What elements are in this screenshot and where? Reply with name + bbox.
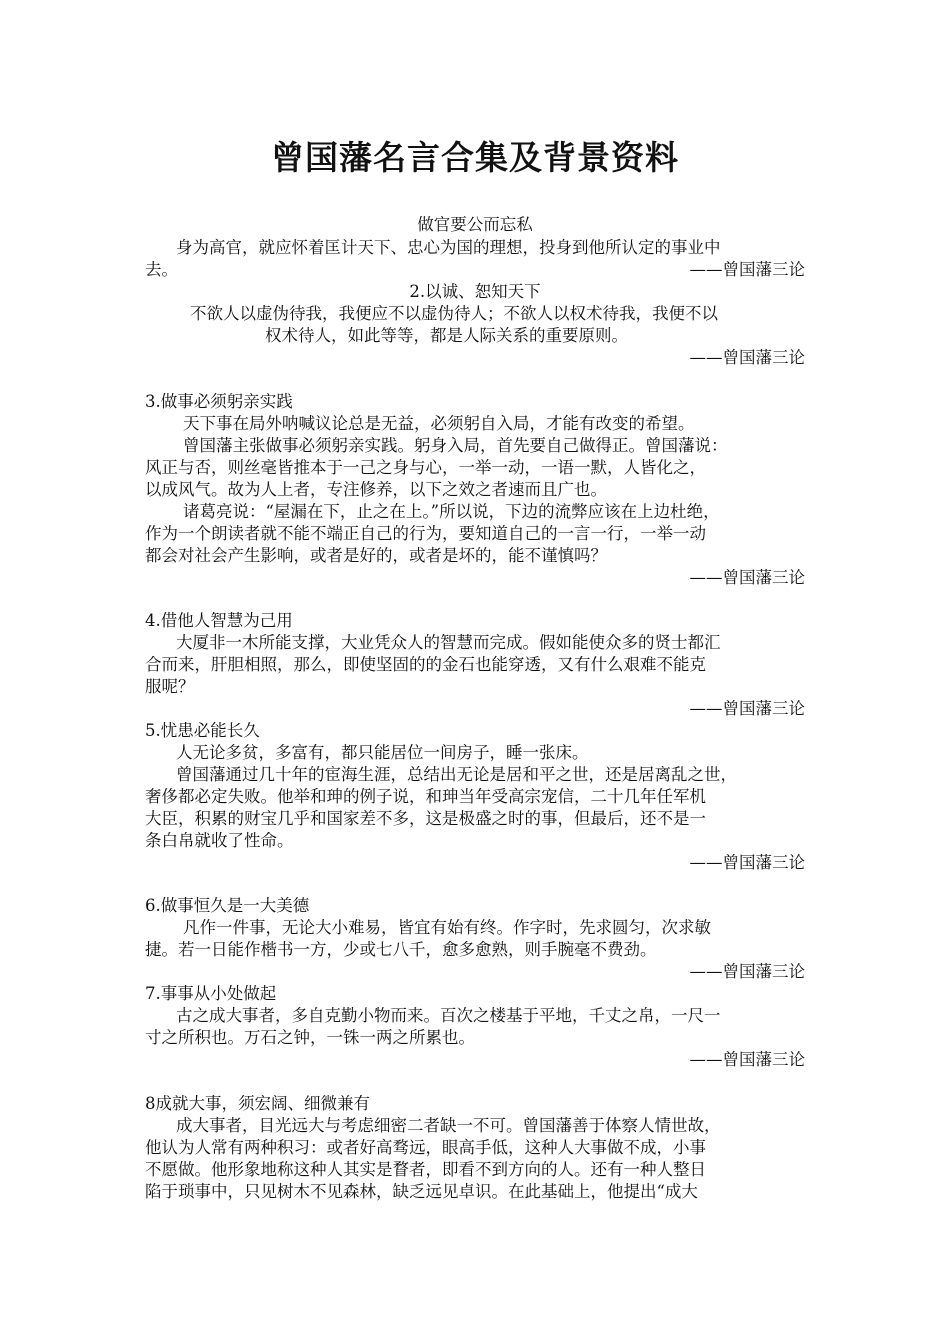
body-line: 奢侈都必定失败。他举和珅的例子说，和珅当年受高宗宠信，二十几年任军机 <box>145 787 706 806</box>
body-line: 诸葛亮说：“屋漏在下，止之在上。”所以说，下边的流弊应该在上边杜绝， <box>183 502 720 521</box>
body-line: 曾国藩通过几十年的宦海生涯，总结出无论是居和平之世，还是居离乱之世， <box>176 765 737 784</box>
body-line: 捷。若一日能作楷书一方，少或七八千，愈多愈熟，则手腕毫不费劲。 <box>145 940 657 959</box>
body-line: 大厦非一木所能支撑，大业凭众人的智慧而完成。假如能使众多的贤士都汇 <box>176 633 721 652</box>
body-line: 身为高官，就应怀着匡计天下、忠心为国的理想，投身到他所认定的事业中 <box>176 238 721 257</box>
section-heading: 6.做事恒久是一大美德 <box>145 896 310 915</box>
body-line: 去。 <box>145 260 178 279</box>
body-line: 不欲人以虚伪待我，我便应不以虚伪待人；不欲人以权术待我，我便不以 <box>190 304 718 323</box>
section-heading: 7.事事从小处做起 <box>145 984 277 1003</box>
document-title: 曾国藩名言合集及背景资料 <box>271 138 679 177</box>
body-line: 古之成大事者，多自克勤小物而来。百次之楼基于平地，千丈之帛，一尺一 <box>176 1006 721 1025</box>
body-line: 服呢？ <box>145 677 195 696</box>
body-line: 凡作一件事，无论大小难易，皆宜有始有终。作字时，先求圆匀，次求敏 <box>183 918 711 937</box>
body-line: 条白帛就收了性命。 <box>145 831 294 850</box>
attribution: ——曾国藩三论 <box>689 348 805 367</box>
body-line: 合而来，肝胆相照，那么，即使坚固的的金石也能穿透，又有什么艰难不能克 <box>145 655 706 674</box>
section-heading: 5.忧患必能长久 <box>145 721 260 740</box>
section-heading: 3.做事必须躬亲实践 <box>145 392 293 411</box>
body-line: 作为一个朗读者就不能不端正自己的行为，要知道自己的一言一行，一举一动 <box>145 524 706 543</box>
attribution: ——曾国藩三论 <box>689 962 805 981</box>
body-line: 权术待人，如此等等，都是人际关系的重要原则。 <box>265 326 628 345</box>
section-heading: 8成就大事，须宏阔、细微兼有 <box>145 1094 370 1113</box>
attribution: ——曾国藩三论 <box>689 1050 805 1069</box>
body-line: 寸之所积也。万石之钟，一铢一两之所累也。 <box>145 1028 475 1047</box>
body-line: 不愿做。他形象地称这种人其实是瞀者，即看不到方向的人。还有一种人整日 <box>145 1160 706 1179</box>
body-line: 陷于琐事中，只见树木不见森林，缺乏远见卓识。在此基础上，他提出“成大 <box>145 1182 698 1201</box>
section-heading: 2.以诚、恕知天下 <box>409 282 541 301</box>
body-line: 以成风气。故为人上者，专注修养，以下之效之者速而且广也。 <box>145 480 607 499</box>
body-line: 风正与否，则丝毫皆推本于一己之身与心，一举一动，一语一默，人皆化之， <box>145 458 706 477</box>
attribution: ——曾国藩三论 <box>689 260 805 279</box>
attribution: ——曾国藩三论 <box>689 699 805 718</box>
body-line: 人无论多贫，多富有，都只能居位一间房子，睡一张床。 <box>176 743 589 762</box>
section-heading: 做官要公而忘私 <box>417 215 533 234</box>
body-line: 他认为人常有两种积习：或者好高骛远，眼高手低，这种人大事做不成，小事 <box>145 1138 706 1157</box>
body-line: 曾国藩主张做事必须躬亲实践。躬身入局，首先要自己做得正。曾国藩说： <box>183 436 728 455</box>
body-line: 天下事在局外呐喊议论总是无益，必须躬自入局，才能有改变的希望。 <box>183 414 695 433</box>
section-heading: 4.借他人智慧为己用 <box>145 611 293 630</box>
body-line: 成大事者，目光远大与考虑细密二者缺一不可。曾国藩善于体察人情世故， <box>176 1116 721 1135</box>
body-line: 大臣，积累的财宝几乎和国家差不多，这是极盛之时的事，但最后，还不是一 <box>145 809 706 828</box>
body-line: 都会对社会产生影响，或者是好的，或者是坏的，能不谨慎吗？ <box>145 546 607 565</box>
attribution: ——曾国藩三论 <box>689 568 805 587</box>
attribution: ——曾国藩三论 <box>689 853 805 872</box>
